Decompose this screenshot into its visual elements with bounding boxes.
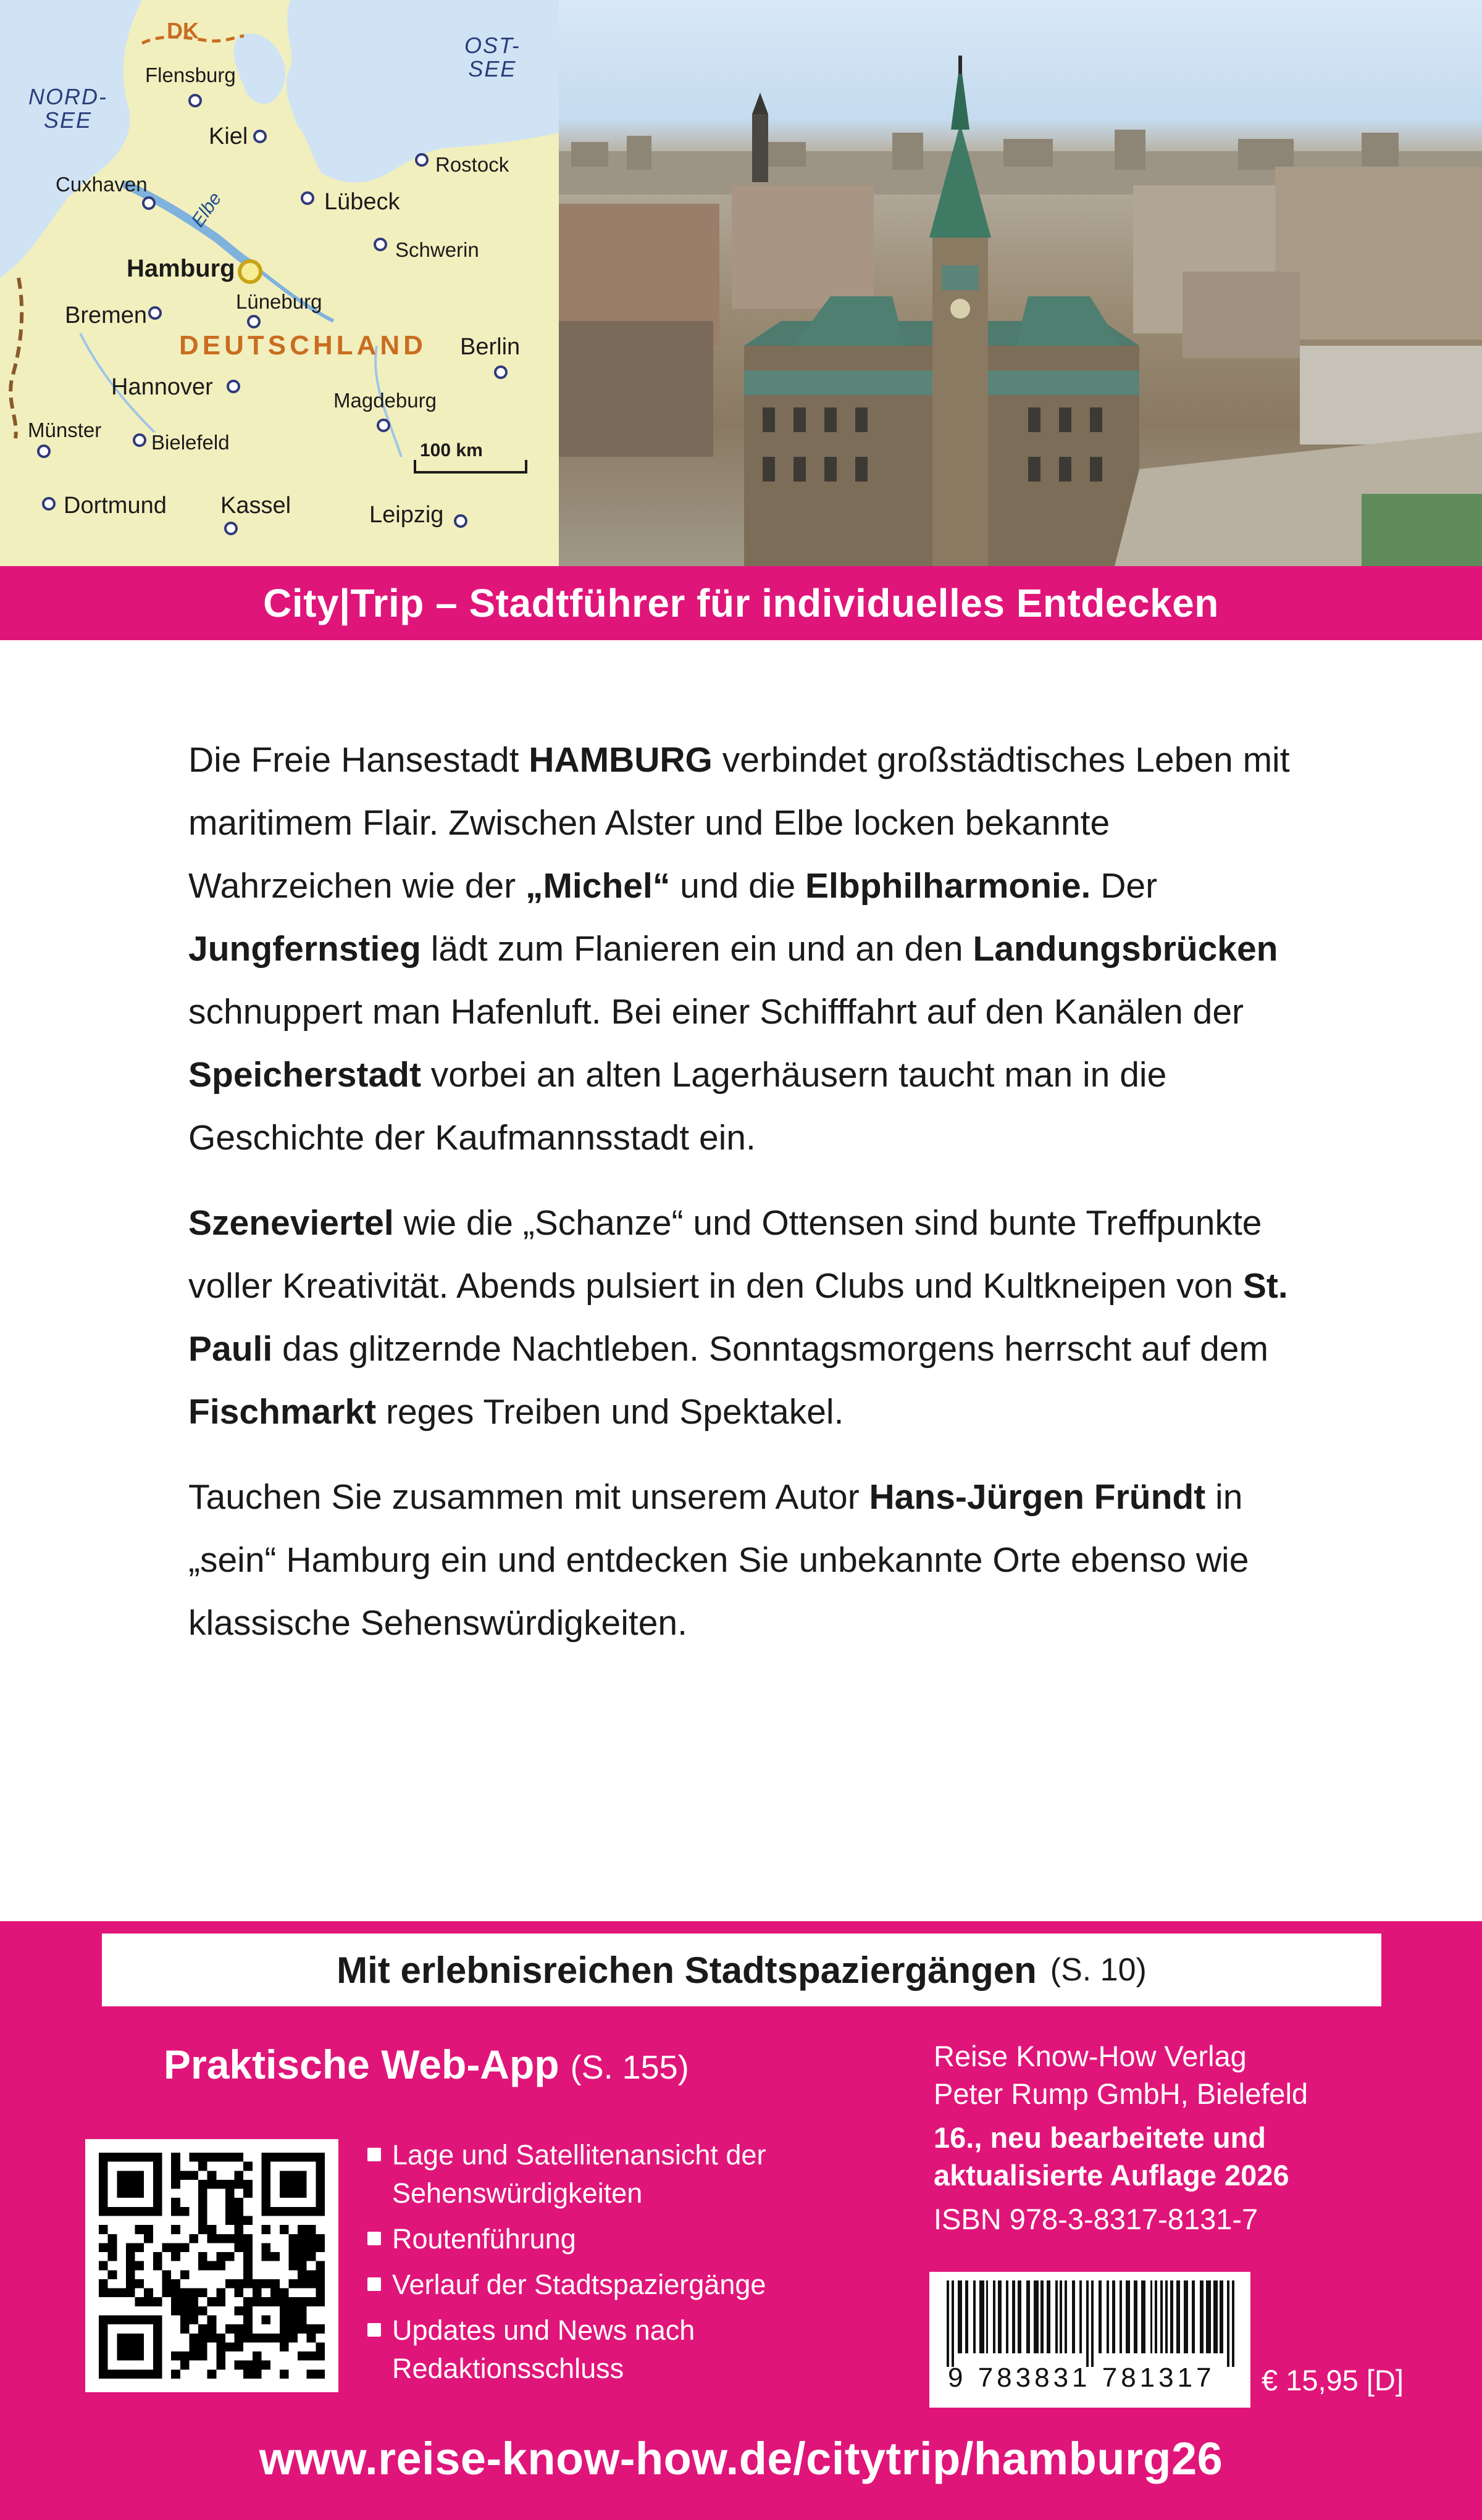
publisher-company: Peter Rump GmbH, Bielefeld [934, 2077, 1308, 2110]
highlight-speicherstadt: Speicherstadt [188, 1055, 421, 1095]
series-banner: City|Trip – Stadtführer für individuelles Entdecken [0, 566, 1482, 640]
region-map [0, 0, 559, 566]
qr-code-graphic [99, 2153, 325, 2379]
text-run: Der [1091, 866, 1158, 906]
feature-item [367, 2266, 874, 2304]
map-scale-label: 100 km [420, 440, 483, 461]
barcode-number: 9 783831 781317 [948, 2363, 1215, 2393]
web-app-heading [164, 2041, 689, 2088]
bullet-square-icon [367, 2277, 381, 2291]
map-city-dot [37, 444, 51, 458]
walking-tours-page: (S. 10) [1050, 1952, 1147, 1988]
map-sea-label: SEE [468, 56, 517, 81]
text-run: reges Treiben und Spektakel. [376, 1392, 844, 1432]
feature-item [367, 2136, 874, 2213]
map-sea-label: OST- [464, 33, 521, 58]
map-city-hamburg: Hamburg [127, 255, 235, 282]
map-city-kiel: Kiel [209, 123, 248, 149]
map-city-dot [224, 522, 238, 535]
hamburg-city-photo [559, 0, 1482, 566]
barcode-bars [943, 2280, 1237, 2367]
map-city-dot [247, 315, 261, 328]
highlight-michel: „Michel“ [525, 866, 671, 906]
map-city-dot [454, 514, 467, 528]
blurb-paragraph-2 [188, 1191, 1306, 1443]
text-run: das glitzernde Nachtleben. Sonntagsmorgens herrscht auf dem [272, 1329, 1268, 1369]
highlight-fischmarkt: Fischmarkt [188, 1392, 377, 1432]
text-run: vorbei an alten Lagerhäusern taucht man in die Geschichte der Kaufmannsstadt ein. [188, 1055, 1167, 1158]
map-city-dot [301, 191, 314, 205]
map-label-deutschland: DEUTSCHLAND [179, 330, 427, 361]
bullet-square-icon [367, 2323, 381, 2337]
publisher-info [934, 2037, 1428, 2238]
feature-text: Routenführung [392, 2223, 576, 2255]
blurb-text [188, 728, 1306, 1677]
map-city-flensburg: Flensburg [145, 64, 236, 86]
blurb-paragraph-1 [188, 728, 1306, 1169]
highlight-author: Hans-Jürgen Fründt [869, 1477, 1206, 1517]
map-sea-label: NORD- [28, 84, 107, 109]
bullet-square-icon [367, 2148, 381, 2161]
publisher-name: Reise Know-How Verlag [934, 2040, 1247, 2072]
web-app-feature-list [367, 2136, 874, 2395]
map-city-dot [415, 153, 429, 167]
map-city-dot [133, 433, 146, 447]
map-city-dot [227, 380, 240, 393]
text-run: schnuppert man Hafenluft. Bei einer Schifffahrt auf den Kanälen der [188, 992, 1244, 1032]
isbn: ISBN 978-3-8317-8131-7 [934, 2203, 1258, 2235]
text-run: und die [670, 866, 806, 906]
map-city-muenster: Münster [28, 419, 102, 441]
highlight-st-pauli: St. Pauli [188, 1266, 1288, 1369]
map-city-kassel: Kassel [220, 493, 291, 519]
map-city-dot [142, 196, 156, 210]
bullet-square-icon [367, 2232, 381, 2245]
map-city-dot [377, 419, 390, 432]
map-city-bielefeld: Bielefeld [151, 431, 230, 454]
map-city-dot [374, 238, 387, 251]
blurb-paragraph-3 [188, 1466, 1306, 1654]
map-sea-label: SEE [43, 107, 93, 133]
walking-tours-label: Mit erlebnisreichen Stadtspaziergängen [337, 1949, 1037, 1991]
map-city-hannover: Hannover [111, 374, 213, 400]
map-city-dot [42, 497, 56, 511]
map-sea-ostsee [464, 34, 521, 81]
text-run: Tauchen Sie zusammen mit unserem Autor [188, 1477, 869, 1517]
text-run: wie die „Schanze“ und Ottensen sind bunte Treffpunkte voller Kreativität. Abends pulsiert in den Clubs und Kultkneipen von [188, 1203, 1262, 1306]
map-city-bremen: Bremen [65, 302, 148, 328]
edition-line-1: 16., neu bearbeitete und [934, 2121, 1266, 2154]
map-sea-nordsee [28, 85, 107, 132]
map-city-berlin: Berlin [460, 334, 521, 360]
map-label-elbe: Elbe [187, 188, 226, 231]
website-url[interactable]: www.reise-know-how.de/citytrip/hamburg26 [259, 2433, 1223, 2484]
text-run: verbindet großstädtisches Leben mit maritimem Flair. Zwischen Alster und Elbe locken bekannte Wahrzeichen wie der [188, 740, 1290, 906]
map-city-schwerin: Schwerin [395, 238, 479, 261]
feature-text: Verlauf der Stadtspaziergänge [392, 2269, 766, 2300]
highlight-hamburg: HAMBURG [529, 740, 713, 780]
map-city-leipzig: Leipzig [369, 502, 444, 528]
map-label-dk: DK [167, 18, 199, 43]
map-city-dot [148, 306, 162, 320]
highlight-landungsbruecken: Landungsbrücken [973, 929, 1278, 969]
text-run: in „sein“ Hamburg ein und entdecken Sie unbekannte Orte ebenso wie klassische Sehenswürdigkeiten. [188, 1477, 1249, 1643]
map-city-luebeck: Lübeck [324, 189, 400, 215]
map-city-magdeburg: Magdeburg [333, 389, 437, 412]
text-run: Die Freie Hansestadt [188, 740, 529, 780]
map-city-dot [253, 130, 267, 143]
highlight-szeneviertel: Szeneviertel [188, 1203, 394, 1243]
feature-text: Lage und Satellitenansicht der Sehenswürdigkeiten [392, 2139, 766, 2209]
text-run: lädt zum Flanieren ein und an den [421, 929, 973, 969]
map-city-rostock: Rostock [435, 153, 509, 176]
feature-text: Updates und News nach Redaktionsschluss [392, 2314, 695, 2384]
map-city-cuxhaven: Cuxhaven [56, 173, 148, 196]
web-app-page: (S. 155) [570, 2049, 689, 2086]
highlight-jungfernstieg: Jungfernstieg [188, 929, 421, 969]
qr-code[interactable] [85, 2139, 338, 2392]
highlight-elbphilharmonie: Elbphilharmonie. [805, 866, 1091, 906]
map-city-dot-hamburg [238, 259, 262, 284]
edition-line-2: aktualisierte Auflage 2026 [934, 2159, 1289, 2192]
map-city-lueneburg: Lüneburg [236, 290, 322, 313]
walking-tours-box [102, 1934, 1381, 2006]
price: € 15,95 [D] [1262, 2364, 1404, 2397]
map-city-dot [188, 94, 202, 107]
feature-item [367, 2220, 874, 2258]
map-city-dortmund: Dortmund [64, 493, 167, 519]
map-city-dot [494, 365, 508, 379]
city-skyline-graphic [559, 0, 1482, 566]
web-app-title: Praktische Web-App [164, 2042, 559, 2087]
feature-item [367, 2311, 874, 2388]
